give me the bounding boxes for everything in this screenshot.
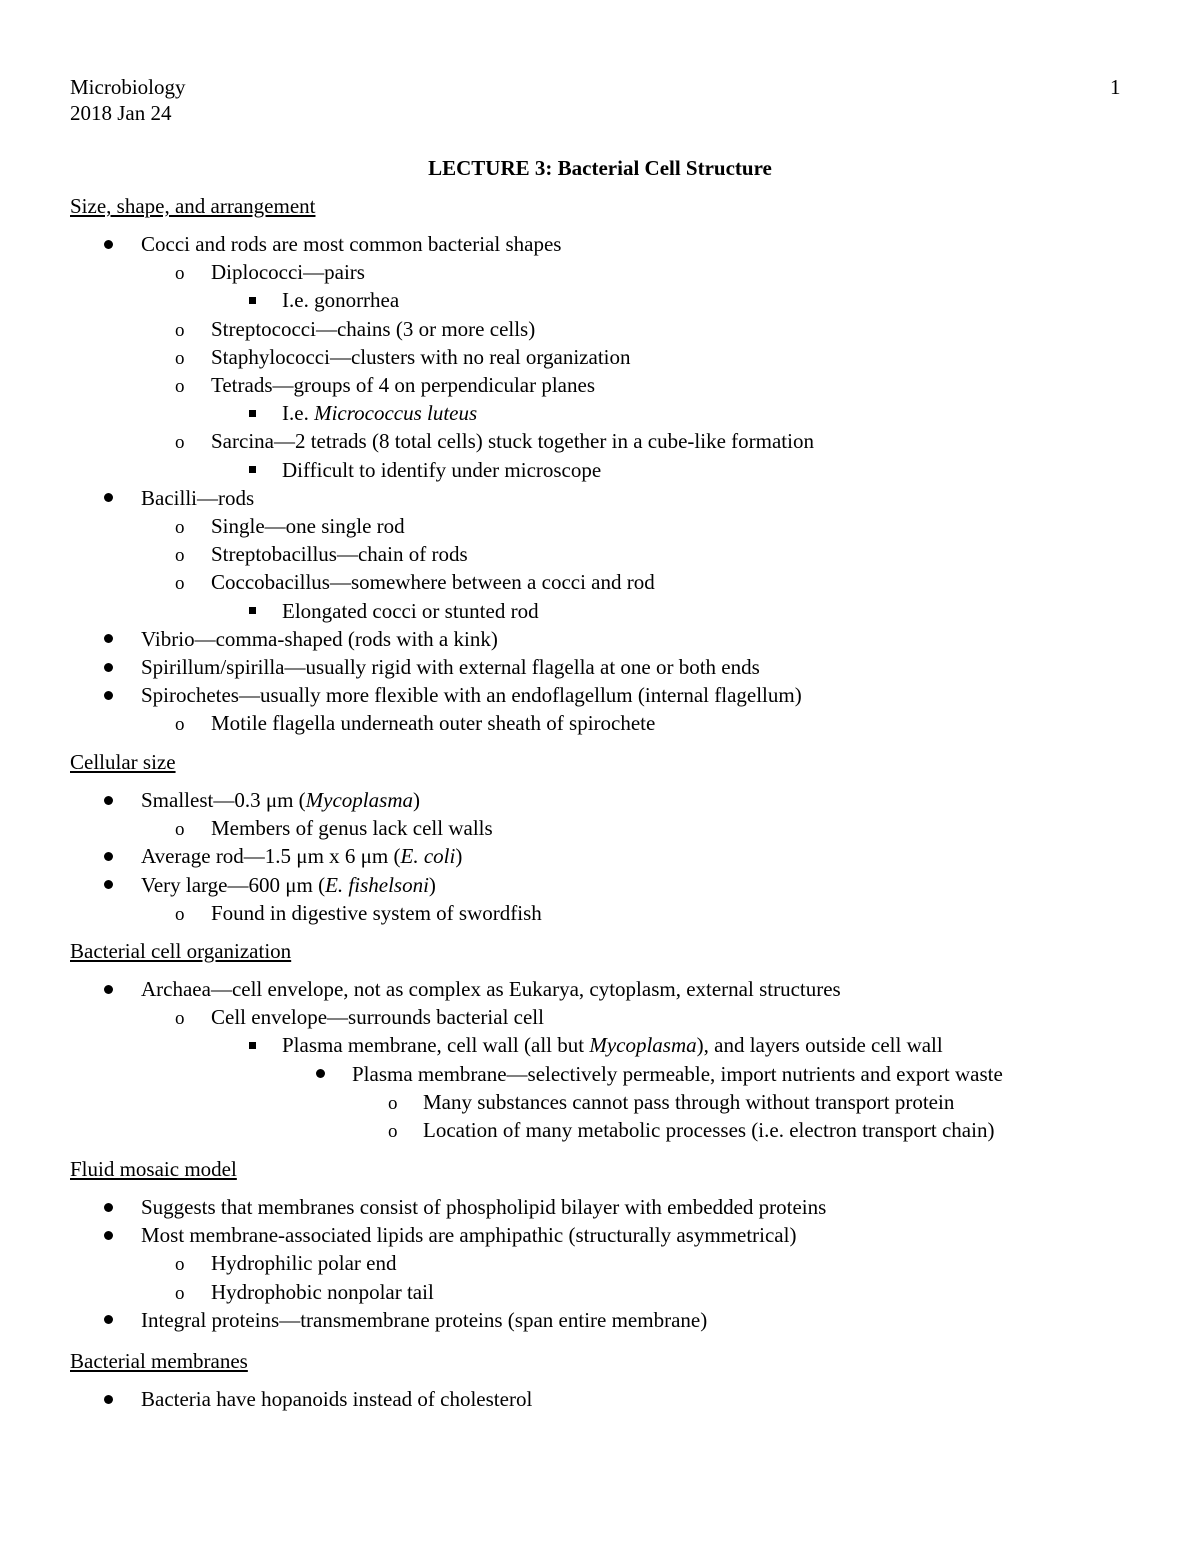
section-heading: Bacterial cell organization	[70, 939, 292, 963]
list-item-text: Archaea—cell envelope, not as complex as Eukarya, cytoplasm, external structures	[141, 977, 841, 1001]
bullet-circle-icon: o	[175, 1008, 185, 1030]
list-item-text: Location of many metabolic processes (i.e. electron transport chain)	[423, 1118, 995, 1142]
list-item	[282, 400, 477, 426]
list-item	[141, 1222, 796, 1248]
list-item	[211, 513, 405, 539]
list-item	[141, 976, 841, 1002]
bullet-dot-icon	[316, 1061, 325, 1087]
list-item-text: Elongated cocci or stunted rod	[282, 598, 539, 623]
list-item-text: Motile flagella underneath outer sheath of spirochete	[211, 711, 656, 736]
list-item-text: I.e. gonorrhea	[282, 288, 400, 313]
list-item-italic: Mycoplasma	[305, 788, 413, 812]
bullet-dot-icon	[104, 231, 113, 257]
lecture-date: 2018 Jan 24	[70, 101, 172, 125]
bullet-dot-icon	[104, 1307, 113, 1333]
list-item	[282, 598, 539, 624]
bullet-circle-icon: o	[175, 376, 185, 397]
list-item	[211, 316, 535, 342]
bullet-circle-icon: o	[175, 1254, 185, 1276]
bullet-circle-icon: o	[175, 903, 185, 925]
bullet-square-icon	[249, 1032, 256, 1058]
list-item	[211, 259, 365, 285]
list-item-text: Coccobacillus—somewhere between a cocci and rod	[211, 570, 655, 595]
bullet-dot-icon	[104, 654, 113, 680]
list-item-text: Average rod—1.5 μm x 6 μm (	[141, 844, 401, 869]
bullet-dot-icon	[104, 1222, 113, 1248]
list-item	[211, 815, 493, 841]
list-item	[211, 1250, 396, 1276]
list-item-text-after: ), and layers outside cell wall	[696, 1033, 943, 1058]
bullet-circle-icon: o	[175, 819, 185, 841]
list-item-italic: E. fishelsoni	[325, 872, 429, 897]
list-item	[282, 1032, 943, 1058]
list-item-text: Suggests that membranes consist of phospholipid bilayer with embedded proteins	[141, 1195, 827, 1219]
bullet-circle-icon: o	[175, 714, 185, 736]
bullet-circle-icon: o	[388, 1092, 398, 1114]
list-item-text: Sarcina—2 tetrads (8 total cells) stuck together in a cube-like formation	[211, 429, 814, 454]
bullet-dot-icon	[104, 872, 113, 898]
bullet-circle-icon: o	[175, 573, 185, 595]
bullet-square-icon	[249, 287, 256, 313]
list-item-text: Very large—600 μm (	[141, 872, 326, 897]
bullet-dot-icon	[104, 682, 113, 708]
list-item	[141, 682, 802, 708]
bullet-dot-icon	[104, 1194, 113, 1220]
list-item	[423, 1117, 994, 1143]
list-item	[211, 1279, 434, 1305]
list-item-text: Diplococci—pairs	[211, 260, 365, 285]
list-item-text: Integral proteins—transmembrane proteins (span entire membrane)	[141, 1307, 708, 1332]
list-item-text: Bacteria have hopanoids instead of cholesterol	[141, 1387, 533, 1411]
bullet-circle-icon: o	[388, 1121, 398, 1142]
list-item-text-after: )	[455, 844, 463, 869]
bullet-circle-icon: o	[175, 319, 185, 341]
list-item	[423, 1089, 954, 1115]
list-item	[141, 1194, 826, 1220]
bullet-dot-icon	[104, 787, 113, 813]
bullet-square-icon	[249, 598, 256, 624]
list-item-text: Difficult to identify under microscope	[282, 457, 602, 482]
list-item	[141, 1386, 532, 1412]
list-item-text: Plasma membrane—selectively permeable, import nutrients and export waste	[352, 1061, 1003, 1086]
list-item	[211, 569, 655, 595]
list-item-text: Spirillum/spirilla—usually rigid with external flagella at one or both ends	[141, 655, 760, 679]
list-item-text: Smallest—0.3 μm (	[141, 788, 306, 812]
bullet-circle-icon: o	[175, 432, 185, 454]
list-item	[141, 626, 498, 652]
list-item-text: Bacilli—rods	[141, 485, 255, 510]
bullet-square-icon	[249, 400, 256, 426]
list-item	[211, 541, 468, 567]
list-item-text: Tetrads—groups of 4 on perpendicular planes	[211, 373, 595, 397]
list-item-text: Staphylococci—clusters with no real organization	[211, 344, 631, 369]
list-item-text: Vibrio—comma-shaped (rods with a kink)	[141, 626, 498, 651]
list-item-text: Spirochetes—usually more flexible with an endoflagellum (internal flagellum)	[141, 683, 802, 708]
section-heading: Cellular size	[70, 750, 176, 774]
section-heading: Bacterial membranes	[70, 1349, 248, 1373]
list-item-text: Found in digestive system of swordfish	[211, 900, 542, 925]
bullet-circle-icon: o	[175, 517, 185, 538]
list-item	[141, 654, 760, 680]
list-item-text: Single—one single rod	[211, 514, 405, 538]
list-item	[211, 372, 595, 398]
list-item-text: Plasma membrane, cell wall (all but	[282, 1033, 590, 1058]
bullet-square-icon	[249, 457, 256, 483]
bullet-circle-icon: o	[175, 1282, 185, 1304]
list-item	[211, 1004, 544, 1030]
list-item	[141, 872, 436, 898]
section-heading: Fluid mosaic model	[70, 1157, 237, 1181]
list-item	[211, 710, 655, 736]
bullet-circle-icon: o	[175, 545, 185, 567]
list-item	[141, 787, 420, 813]
bullet-dot-icon	[104, 1386, 113, 1412]
list-item	[141, 1307, 707, 1333]
list-item	[211, 344, 631, 370]
bullet-dot-icon	[104, 843, 113, 869]
list-item-italic: E. coli	[400, 844, 456, 869]
list-item-italic: Micrococcus luteus	[314, 401, 478, 426]
list-item	[211, 428, 814, 454]
list-item-text: Many substances cannot pass through without transport protein	[423, 1089, 955, 1114]
list-item	[141, 485, 254, 511]
list-item-text: Hydrophilic polar end	[211, 1251, 397, 1276]
section-heading: Size, shape, and arrangement	[70, 194, 316, 218]
page-title: LECTURE 3: Bacterial Cell Structure	[428, 156, 772, 180]
list-item-text: Members of genus lack cell walls	[211, 816, 493, 841]
list-item-text: Cocci and rods are most common bacterial shapes	[141, 232, 562, 256]
bullet-circle-icon: o	[175, 263, 185, 285]
list-item-text: Streptococci—chains (3 or more cells)	[211, 316, 536, 341]
list-item-text: Streptobacillus—chain of rods	[211, 542, 468, 567]
list-item	[211, 900, 542, 926]
bullet-circle-icon: o	[175, 347, 185, 369]
list-item	[282, 457, 601, 483]
page-number: 1	[1110, 75, 1121, 99]
course-name: Microbiology	[70, 75, 186, 99]
list-item-text-after: )	[428, 872, 436, 897]
list-item-italic: Mycoplasma	[589, 1033, 697, 1058]
list-item	[141, 231, 561, 257]
bullet-dot-icon	[104, 626, 113, 652]
list-item-text: I.e.	[282, 401, 315, 426]
list-item-text-after: )	[412, 788, 420, 812]
list-item-text: Hydrophobic nonpolar tail	[211, 1279, 434, 1304]
list-item	[141, 843, 462, 869]
bullet-dot-icon	[104, 485, 113, 511]
list-item-text: Cell envelope—surrounds bacterial cell	[211, 1005, 544, 1030]
list-item	[352, 1061, 1003, 1087]
list-item-text: Most membrane-associated lipids are amphipathic (structurally asymmetrical)	[141, 1223, 797, 1248]
bullet-dot-icon	[104, 976, 113, 1002]
list-item	[282, 287, 399, 313]
